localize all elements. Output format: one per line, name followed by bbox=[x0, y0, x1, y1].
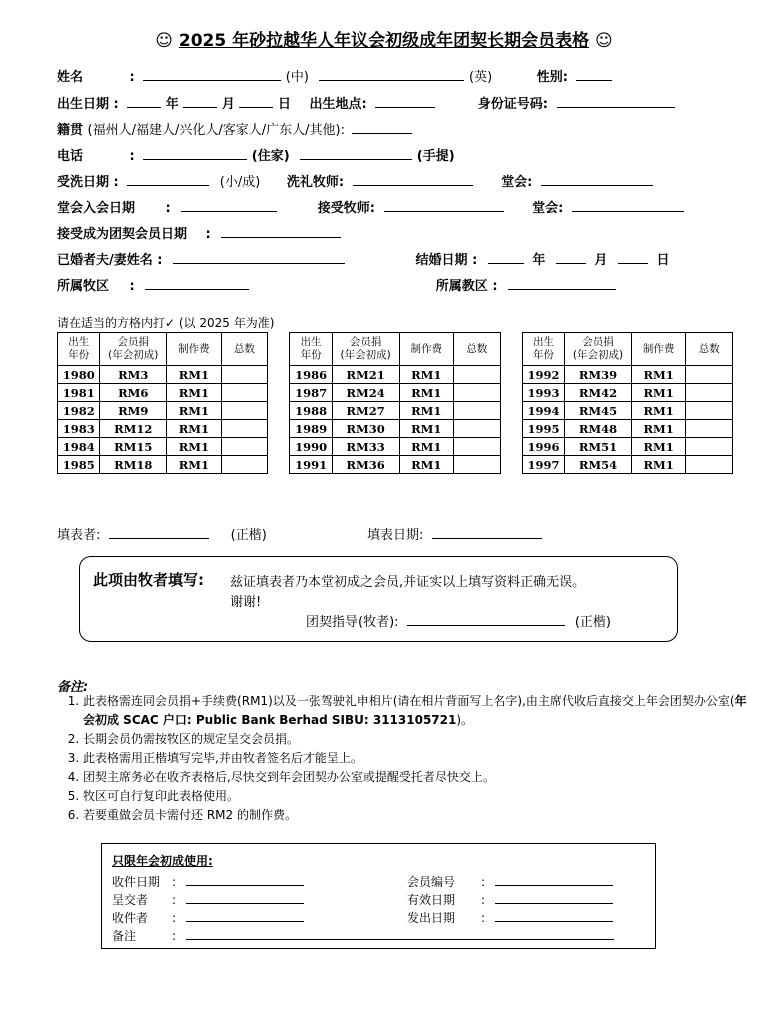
spouse-label: 已婚者夫/妻姓名 : bbox=[57, 253, 163, 268]
district-label: 所属牧区 bbox=[57, 279, 110, 294]
column-spacer bbox=[500, 366, 522, 384]
table-row bbox=[58, 402, 733, 420]
pastor-box-lead: 此项由牧者填写: bbox=[93, 571, 204, 589]
join-church-date-field[interactable] bbox=[181, 200, 277, 212]
production-fee-cell: RM1 bbox=[167, 456, 222, 474]
accepting-pastor-label: 接受牧师: bbox=[317, 201, 375, 216]
total-checkbox-cell[interactable] bbox=[221, 366, 267, 384]
submitter-field[interactable] bbox=[186, 892, 304, 904]
column-spacer bbox=[500, 333, 522, 366]
english-suffix: (英) bbox=[469, 70, 493, 85]
issue-date-row: 发出日期 : bbox=[407, 909, 613, 926]
fellowship-date-row: 接受成为团契会员日期 : bbox=[57, 223, 341, 242]
total-checkbox-cell[interactable] bbox=[454, 420, 500, 438]
birth-year-cell: 1995 bbox=[522, 420, 564, 438]
baptism-type: (小/成) bbox=[219, 175, 261, 190]
column-spacer bbox=[500, 438, 522, 456]
membership-fee-cell: RM48 bbox=[565, 420, 632, 438]
table-row bbox=[58, 438, 733, 456]
note-item: 6. 若要重做会员卡需付还 RM2 的制作费。 bbox=[83, 806, 753, 825]
column-spacer bbox=[500, 384, 522, 402]
column-spacer bbox=[500, 456, 522, 474]
marriage-year-field[interactable] bbox=[488, 252, 524, 264]
birth-year-cell: 1991 bbox=[290, 456, 332, 474]
join-church-label: 堂会入会日期 bbox=[57, 201, 136, 216]
membership-fee-cell: RM54 bbox=[565, 456, 632, 474]
total-checkbox-cell[interactable] bbox=[221, 402, 267, 420]
production-fee-cell: RM1 bbox=[167, 366, 222, 384]
birth-year-cell: 1994 bbox=[522, 402, 564, 420]
membership-fee-cell: RM42 bbox=[565, 384, 632, 402]
total-checkbox-cell[interactable] bbox=[686, 366, 733, 384]
phone-row: 电话 : (住家) (手提) bbox=[57, 145, 455, 164]
smiley-icon: ☺ bbox=[155, 31, 173, 51]
remarks-row: 备注 : bbox=[112, 927, 614, 944]
total-checkbox-cell[interactable] bbox=[454, 402, 500, 420]
membership-fee-cell: RM51 bbox=[565, 438, 632, 456]
member-no-field[interactable] bbox=[495, 874, 613, 886]
birth-place-label: 出生地点: bbox=[309, 97, 367, 112]
membership-fee-cell: RM30 bbox=[332, 420, 399, 438]
production-fee-cell: RM1 bbox=[631, 456, 686, 474]
production-fee-cell: RM1 bbox=[631, 384, 686, 402]
column-header: 会员捐 (年会初成) bbox=[565, 333, 632, 366]
table-row bbox=[58, 456, 733, 474]
name-label: 姓名 bbox=[57, 70, 84, 85]
column-header: 出生 年份 bbox=[522, 333, 564, 366]
column-spacer bbox=[268, 384, 290, 402]
membership-fee-cell: RM24 bbox=[332, 384, 399, 402]
birth-year-cell: 1988 bbox=[290, 402, 332, 420]
column-spacer bbox=[268, 402, 290, 420]
birth-year-cell: 1984 bbox=[58, 438, 100, 456]
notes-heading: 备注: bbox=[57, 680, 89, 695]
birth-year-cell: 1985 bbox=[58, 456, 100, 474]
gender-label: 性别: bbox=[536, 70, 568, 85]
total-checkbox-cell[interactable] bbox=[686, 456, 733, 474]
column-spacer bbox=[268, 333, 290, 366]
column-spacer bbox=[500, 420, 522, 438]
filler-row bbox=[57, 524, 542, 543]
gender-field[interactable] bbox=[576, 69, 612, 81]
column-spacer bbox=[268, 366, 290, 384]
birth-year-cell: 1996 bbox=[522, 438, 564, 456]
production-fee-cell: RM1 bbox=[399, 402, 454, 420]
mobile-phone-field[interactable] bbox=[300, 148, 412, 160]
pastor-block-letters: (正楷) bbox=[574, 615, 611, 630]
birth-month-field[interactable] bbox=[183, 96, 217, 108]
total-checkbox-cell[interactable] bbox=[454, 366, 500, 384]
origin-label: 籍贯 bbox=[57, 123, 84, 138]
table-row bbox=[58, 384, 733, 402]
fellowship-date-field[interactable] bbox=[221, 226, 341, 238]
column-header: 总数 bbox=[686, 333, 733, 366]
birth-date-label: 出生日期 : bbox=[57, 97, 119, 112]
column-header: 会员捐 (年会初成) bbox=[332, 333, 399, 366]
pastor-thanks: 谢谢! bbox=[230, 595, 262, 610]
membership-fee-cell: RM18 bbox=[100, 456, 167, 474]
birth-year-field[interactable] bbox=[127, 96, 161, 108]
note-item: 4. 团契主席务必在收齐表格后,尽快交到年会团契办公室或提醒受托者尽快交上。 bbox=[83, 768, 753, 787]
baptism-date-field[interactable] bbox=[127, 174, 209, 186]
total-checkbox-cell[interactable] bbox=[686, 438, 733, 456]
membership-fee-cell: RM6 bbox=[100, 384, 167, 402]
pastor-signer-label: 团契指导(牧者): bbox=[306, 615, 399, 630]
production-fee-cell: RM1 bbox=[167, 384, 222, 402]
birth-year-cell: 1989 bbox=[290, 420, 332, 438]
receiver-row: 收件者 : bbox=[112, 909, 304, 926]
production-fee-cell: RM1 bbox=[631, 366, 686, 384]
home-suffix: (住家) bbox=[251, 149, 290, 164]
production-fee-cell: RM1 bbox=[399, 420, 454, 438]
valid-date-field[interactable] bbox=[495, 892, 613, 904]
marriage-day-field[interactable] bbox=[618, 252, 648, 264]
column-header: 总数 bbox=[454, 333, 500, 366]
membership-fee-cell: RM27 bbox=[332, 402, 399, 420]
total-checkbox-cell[interactable] bbox=[221, 420, 267, 438]
note-item: 3. 此表格需用正楷填写完毕,并由牧者签名后才能呈上。 bbox=[83, 749, 753, 768]
membership-fee-cell: RM33 bbox=[332, 438, 399, 456]
church-label: 堂会: bbox=[532, 201, 564, 216]
notes-list bbox=[57, 692, 753, 825]
id-number-field[interactable] bbox=[557, 96, 675, 108]
church-label: 堂会: bbox=[501, 175, 533, 190]
phone-label: 电话 bbox=[57, 149, 84, 164]
fellowship-date-label: 接受成为团契会员日期 bbox=[57, 227, 188, 242]
birth-day-field[interactable] bbox=[239, 96, 273, 108]
total-checkbox-cell[interactable] bbox=[221, 456, 267, 474]
join-church-field[interactable] bbox=[572, 200, 684, 212]
member-no-row: 会员编号 : bbox=[407, 873, 613, 890]
receive-date-row: 收件日期 : bbox=[112, 873, 304, 890]
baptism-church-field[interactable] bbox=[541, 174, 653, 186]
baptism-row bbox=[57, 171, 653, 190]
diocese-field[interactable] bbox=[508, 278, 616, 290]
membership-fee-cell: RM15 bbox=[100, 438, 167, 456]
filler-date-field[interactable] bbox=[432, 527, 542, 539]
production-fee-cell: RM1 bbox=[399, 456, 454, 474]
production-fee-cell: RM1 bbox=[399, 438, 454, 456]
mobile-suffix: (手提) bbox=[416, 149, 455, 164]
pastor-signature-field[interactable] bbox=[407, 614, 565, 626]
marriage-month-field[interactable] bbox=[556, 252, 586, 264]
total-checkbox-cell[interactable] bbox=[454, 384, 500, 402]
origin-field[interactable] bbox=[352, 122, 412, 134]
membership-fee-cell: RM3 bbox=[100, 366, 167, 384]
smiley-icon: ☺ bbox=[595, 31, 613, 51]
total-checkbox-cell[interactable] bbox=[454, 438, 500, 456]
production-fee-cell: RM1 bbox=[167, 438, 222, 456]
filler-label: 填表者: bbox=[57, 528, 101, 543]
column-spacer bbox=[268, 456, 290, 474]
birth-year-cell: 1987 bbox=[290, 384, 332, 402]
column-header: 出生 年份 bbox=[58, 333, 100, 366]
note-item: 5. 牧区可自行复印此表格使用。 bbox=[83, 787, 753, 806]
home-phone-field[interactable] bbox=[143, 148, 247, 160]
membership-fee-cell: RM12 bbox=[100, 420, 167, 438]
filler-block-letters: (正楷) bbox=[230, 528, 267, 543]
chinese-suffix: (中) bbox=[285, 70, 309, 85]
spouse-name-field[interactable] bbox=[173, 252, 345, 264]
production-fee-cell: RM1 bbox=[399, 384, 454, 402]
fee-table bbox=[57, 332, 733, 474]
membership-fee-cell: RM36 bbox=[332, 456, 399, 474]
column-header: 制作费 bbox=[167, 333, 222, 366]
office-use-heading: 只限年会初成使用: bbox=[112, 854, 213, 868]
total-checkbox-cell[interactable] bbox=[686, 402, 733, 420]
membership-fee-cell: RM9 bbox=[100, 402, 167, 420]
birth-year-cell: 1982 bbox=[58, 402, 100, 420]
total-checkbox-cell[interactable] bbox=[686, 420, 733, 438]
form-title-text: 2025 年砂拉越华人年议会初级成年团契长期会员表格 bbox=[178, 31, 590, 51]
total-checkbox-cell[interactable] bbox=[221, 438, 267, 456]
id-label: 身份证号码: bbox=[477, 97, 548, 112]
column-header: 制作费 bbox=[631, 333, 686, 366]
birth-year-cell: 1983 bbox=[58, 420, 100, 438]
district-row: 所属牧区 : 所属教区 : bbox=[57, 275, 616, 294]
baptism-pastor-label: 洗礼牧师: bbox=[286, 175, 345, 190]
table-header-row bbox=[58, 333, 733, 366]
production-fee-cell: RM1 bbox=[399, 366, 454, 384]
production-fee-cell: RM1 bbox=[631, 420, 686, 438]
pastor-signature-row bbox=[306, 611, 611, 630]
column-header: 制作费 bbox=[399, 333, 454, 366]
birth-row: 出生日期 : 年 月 日 出生地点: 身份证号码: bbox=[57, 93, 675, 112]
column-header: 出生 年份 bbox=[290, 333, 332, 366]
spouse-row: 已婚者夫/妻姓名 : 结婚日期 : 年 月 日 bbox=[57, 249, 670, 268]
issue-date-field[interactable] bbox=[495, 910, 613, 922]
origin-row bbox=[57, 119, 412, 138]
total-checkbox-cell[interactable] bbox=[686, 384, 733, 402]
remarks-field[interactable] bbox=[186, 928, 614, 940]
total-checkbox-cell[interactable] bbox=[454, 456, 500, 474]
submitter-row: 呈交者 : bbox=[112, 891, 304, 908]
origin-options: (福州人/福建人/兴化人/客家人/广东人/其他): bbox=[87, 123, 345, 138]
filler-date-label: 填表日期: bbox=[366, 528, 424, 543]
birth-year-cell: 1997 bbox=[522, 456, 564, 474]
birth-year-cell: 1980 bbox=[58, 366, 100, 384]
birth-year-cell: 1993 bbox=[522, 384, 564, 402]
name-row: 姓名 : (中) (英) 性别: bbox=[57, 66, 612, 85]
column-header: 会员捐 (年会初成) bbox=[100, 333, 167, 366]
baptism-label: 受洗日期 : bbox=[57, 175, 119, 190]
birth-place-field[interactable] bbox=[375, 96, 435, 108]
membership-fee-cell: RM39 bbox=[565, 366, 632, 384]
marriage-label: 结婚日期 : bbox=[415, 253, 478, 268]
membership-fee-cell: RM45 bbox=[565, 402, 632, 420]
note-item: 2. 长期会员仍需按牧区的规定呈交会员捐。 bbox=[83, 730, 753, 749]
district-field[interactable] bbox=[145, 278, 249, 290]
production-fee-cell: RM1 bbox=[167, 402, 222, 420]
column-spacer bbox=[268, 438, 290, 456]
birth-year-cell: 1981 bbox=[58, 384, 100, 402]
table-row bbox=[58, 366, 733, 384]
column-spacer bbox=[268, 420, 290, 438]
join-church-row: 堂会入会日期 : 接受牧师: 堂会: bbox=[57, 197, 684, 216]
bank-account-info: 年会初成 SCAC 户口: Public Bank Berhad SIBU: 3113105721 bbox=[83, 694, 747, 727]
filler-name-field[interactable] bbox=[109, 527, 209, 539]
table-instruction: 请在适当的方格内打✓ (以 2025 年为准) bbox=[57, 316, 275, 330]
birth-year-cell: 1992 bbox=[522, 366, 564, 384]
english-name-field[interactable] bbox=[319, 69, 464, 81]
membership-fee-cell: RM21 bbox=[332, 366, 399, 384]
pastor-certification-box bbox=[79, 556, 678, 642]
baptism-pastor-field[interactable] bbox=[353, 174, 473, 186]
birth-year-cell: 1986 bbox=[290, 366, 332, 384]
column-header: 总数 bbox=[221, 333, 267, 366]
total-checkbox-cell[interactable] bbox=[221, 384, 267, 402]
production-fee-cell: RM1 bbox=[631, 438, 686, 456]
production-fee-cell: RM1 bbox=[167, 420, 222, 438]
chinese-name-field[interactable] bbox=[143, 69, 281, 81]
note-item: 1. 此表格需连同会员捐+手续费(RM1)以及一张驾驶礼申相片(请在相片背面写上名字),由主席代收后直接交上年会团契办公室(年会初成 SCAC 户口: Public Bank Berhad SIBU: 3113105721)。 bbox=[83, 692, 753, 730]
office-use-box bbox=[101, 843, 656, 949]
pastor-statement: 兹证填表者乃本堂初成之会员,并证实以上填写资料正确无误。 bbox=[230, 575, 586, 590]
receiver-field[interactable] bbox=[186, 910, 304, 922]
diocese-label: 所属教区 : bbox=[435, 279, 498, 294]
production-fee-cell: RM1 bbox=[631, 402, 686, 420]
accepting-pastor-field[interactable] bbox=[384, 200, 504, 212]
valid-date-row: 有效日期 : bbox=[407, 891, 613, 908]
column-spacer bbox=[500, 402, 522, 420]
birth-year-cell: 1990 bbox=[290, 438, 332, 456]
table-row bbox=[58, 420, 733, 438]
receive-date-field[interactable] bbox=[186, 874, 304, 886]
form-title bbox=[0, 26, 768, 51]
